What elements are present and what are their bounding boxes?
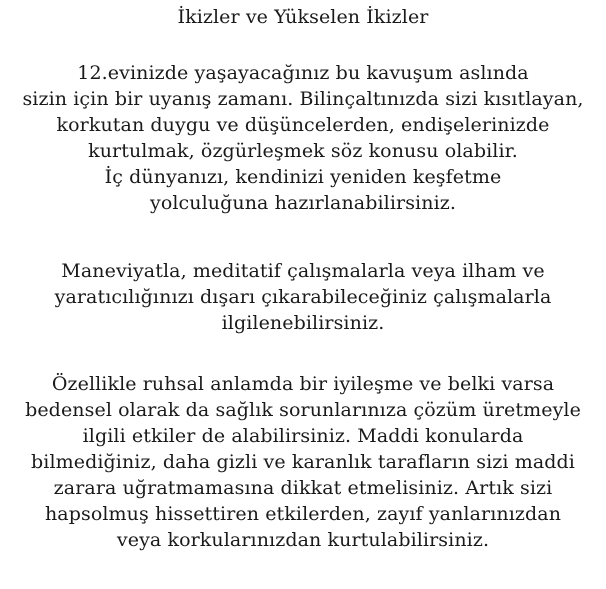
paragraph-1 xyxy=(0,60,606,216)
text-line: kurtulmak, özgürleşmek söz konusu olabilir. xyxy=(88,140,518,162)
page-title: İkizler ve Yükselen İkizler xyxy=(177,6,429,28)
text-line: sizin için bir uyanış zamanı. Bilinçaltınızda sizi kısıtlayan, xyxy=(22,88,584,110)
text-line: ilgili etkiler de alabilirsiniz. Maddi konularda xyxy=(82,425,524,447)
text-line: yolculuğuna hazırlanabilirsiniz. xyxy=(149,192,456,214)
paragraph-3 xyxy=(0,371,606,553)
text-line: korkutan duygu ve düşüncelerden, endişelerinizde xyxy=(56,114,550,136)
text-line: Maneviyatla, meditatif çalışmalarla veya ilham ve xyxy=(61,260,545,282)
text-line: hapsolmuş hissettiren etkilerden, zayıf yanlarınızdan xyxy=(44,503,562,525)
text-line: ilgilenebilirsiniz. xyxy=(221,312,385,334)
text-line: Özellikle ruhsal anlamda bir iyileşme ve belki varsa xyxy=(51,373,555,395)
text-line: 12.evinizde yaşayacağınız bu kavuşum aslında xyxy=(77,62,529,84)
text-line: veya korkularınızdan kurtulabilirsiniz. xyxy=(116,529,490,551)
text-line: bilmediğiniz, daha gizli ve karanlık tarafların sizi maddi xyxy=(31,451,575,473)
paragraph-2 xyxy=(0,258,606,336)
text-line: yaratıcılığınızı dışarı çıkarabileceğiniz çalışmalarla xyxy=(54,286,552,308)
text-line: İç dünyanızı, kendinizi yeniden keşfetme xyxy=(104,166,502,188)
text-line: bedensel olarak da sağlık sorunlarınıza çözüm üretmeyle xyxy=(25,399,581,421)
text-line: zarara uğratmamasına dikkat etmelisiniz. Artık sizi xyxy=(53,477,553,499)
